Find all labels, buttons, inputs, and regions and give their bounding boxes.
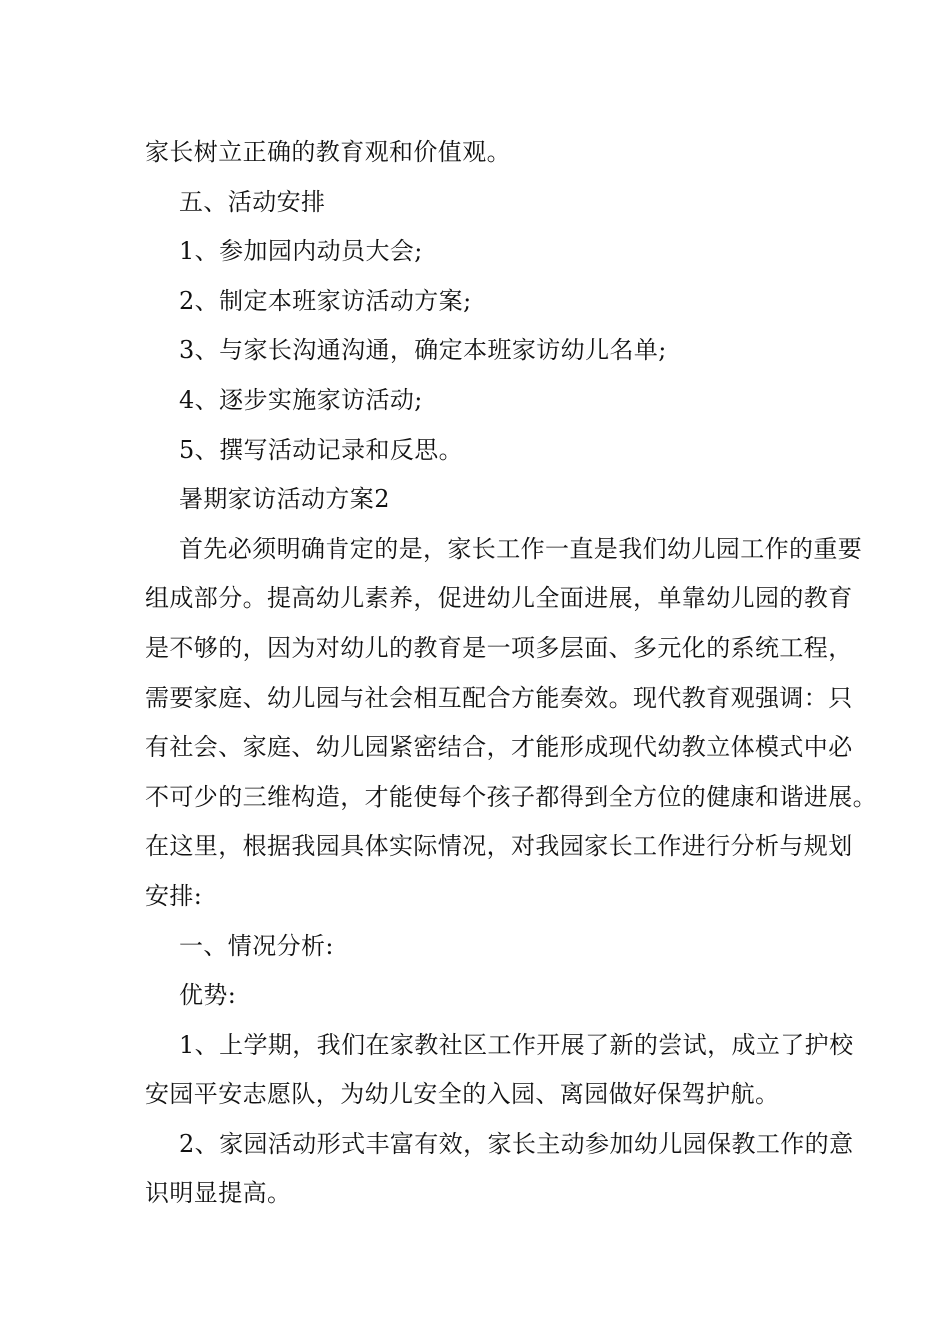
document-body: [145, 128, 877, 1219]
text-line: 1、上学期，我们在家教社区工作开展了新的尝试，成立了护校: [179, 1030, 854, 1059]
text-line: 有社会、家庭、幼儿园紧密结合，才能形成现代幼教立体模式中必: [145, 733, 853, 762]
text-line: 组成部分。提高幼儿素养，促进幼儿全面进展，单靠幼儿园的教育: [145, 584, 853, 613]
text-line: 2、制定本班家访活动方案;: [179, 286, 472, 315]
text-line: 5、撰写活动记录和反思。: [179, 435, 464, 464]
list-item: [145, 277, 810, 327]
text-line: 一、情况分析:: [179, 931, 334, 960]
section-heading: [145, 922, 810, 972]
text-line: 在这里，根据我园具体实际情况，对我园家长工作进行分析与规划: [145, 832, 853, 861]
document-subtitle: [145, 475, 810, 525]
text-line: 安排:: [145, 881, 203, 910]
text-line: 五、活动安排: [179, 187, 326, 216]
paragraph: [145, 525, 877, 922]
text-line: 3、与家长沟通沟通，确定本班家访幼儿名单;: [179, 336, 667, 365]
section-heading: [145, 178, 810, 228]
text-line: 是不够的，因为对幼儿的教育是一项多层面、多元化的系统工程，: [145, 633, 853, 662]
text-line: 2、家园活动形式丰富有效，家长主动参加幼儿园保教工作的意: [179, 1129, 854, 1158]
paragraph: [145, 128, 810, 178]
text-line: 优势:: [179, 981, 237, 1010]
list-item: [145, 326, 810, 376]
list-item: [145, 1120, 854, 1219]
text-line: 安园平安志愿队，为幼儿安全的入园、离园做好保驾护航。: [145, 1080, 780, 1109]
text-line: 家长树立正确的教育观和价值观。: [145, 138, 511, 166]
text-line: 不可少的三维构造，才能使每个孩子都得到全方位的健康和谐进展。: [145, 782, 877, 811]
text-line: 1、参加园内动员大会;: [179, 237, 423, 266]
text-line: 首先必须明确肯定的是，家长工作一直是我们幼儿园工作的重要: [179, 534, 863, 563]
list-item: [145, 227, 810, 277]
text-line: 需要家庭、幼儿园与社会相互配合方能奏效。现代教育观强调：只: [145, 683, 853, 712]
list-item: [145, 426, 810, 476]
text-line: 识明显提高。: [145, 1179, 292, 1208]
list-item: [145, 1021, 854, 1120]
list-item: [145, 376, 810, 426]
subheading: [145, 971, 810, 1021]
text-line: 4、逐步实施家访活动;: [179, 385, 423, 414]
text-line: 暑期家访活动方案2: [179, 485, 390, 514]
